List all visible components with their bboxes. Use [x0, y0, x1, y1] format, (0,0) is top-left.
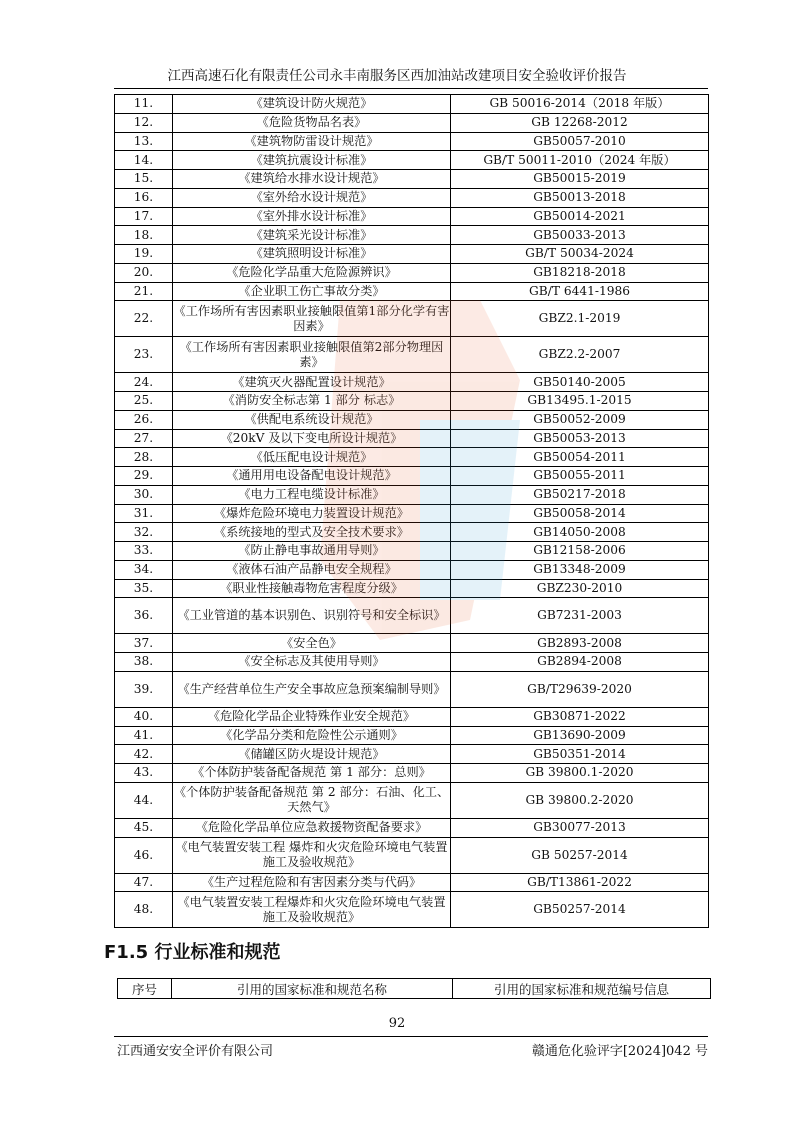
- row-standard-name: 《电气装置安装工程 爆炸和火灾危险环境电气装置施工及验收规范》: [173, 837, 451, 873]
- table-row: [115, 282, 709, 301]
- row-index: 45.: [115, 818, 173, 837]
- row-index: 15.: [115, 170, 173, 189]
- header-col-name: 引用的国家标准和规范名称: [172, 979, 453, 999]
- table-row: [115, 818, 709, 837]
- row-standard-code: GB18218-2018: [451, 263, 709, 282]
- row-standard-code: GB7231-2003: [451, 598, 709, 634]
- row-index: 21.: [115, 282, 173, 301]
- table-row: [115, 392, 709, 411]
- row-standard-code: GB 50257-2014: [451, 837, 709, 873]
- table-row: [115, 226, 709, 245]
- row-index: 16.: [115, 188, 173, 207]
- row-index: 39.: [115, 671, 173, 707]
- row-standard-name: 《建筑灭火器配置设计规范》: [173, 373, 451, 392]
- row-standard-name: 《储罐区防火堤设计规范》: [173, 745, 451, 764]
- row-standard-code: GB 12268-2012: [451, 113, 709, 132]
- header-col-code: 引用的国家标准和规范编号信息: [453, 979, 711, 999]
- row-standard-code: GB50033-2013: [451, 226, 709, 245]
- row-standard-name: 《20kV 及以下变电所设计规范》: [173, 429, 451, 448]
- row-standard-code: GB50055-2011: [451, 467, 709, 486]
- row-standard-code: GB50013-2018: [451, 188, 709, 207]
- row-index: 42.: [115, 745, 173, 764]
- row-standard-code: GB/T 50011-2010（2024 年版）: [451, 151, 709, 170]
- row-index: 37.: [115, 634, 173, 653]
- table-row: [115, 745, 709, 764]
- table-row: [115, 95, 709, 114]
- standards-table: [114, 94, 709, 928]
- row-standard-name: 《生产经营单位生产安全事故应急预案编制导则》: [173, 671, 451, 707]
- row-standard-code: GB50014-2021: [451, 207, 709, 226]
- row-standard-code: GB12158-2006: [451, 542, 709, 561]
- row-standard-name: 《工作场所有害因素职业接触限值第2部分物理因素》: [173, 337, 451, 373]
- table-row: [115, 410, 709, 429]
- table-row: [115, 188, 709, 207]
- row-index: 25.: [115, 392, 173, 411]
- row-standard-code: GB 50016-2014（2018 年版）: [451, 95, 709, 114]
- table-row: [115, 782, 709, 818]
- table-row: [115, 634, 709, 653]
- row-index: 32.: [115, 523, 173, 542]
- row-standard-name: 《建筑抗震设计标准》: [173, 151, 451, 170]
- table-row: [115, 485, 709, 504]
- table-row: [115, 598, 709, 634]
- table-row: [115, 726, 709, 745]
- row-standard-name: 《通用用电设备配电设计规范》: [173, 467, 451, 486]
- table-row: [115, 653, 709, 672]
- row-index: 27.: [115, 429, 173, 448]
- row-index: 29.: [115, 467, 173, 486]
- row-index: 14.: [115, 151, 173, 170]
- row-standard-code: GB/T13861-2022: [451, 873, 709, 892]
- row-standard-name: 《消防安全标志第 1 部分 标志》: [173, 392, 451, 411]
- table-row: [115, 245, 709, 264]
- row-standard-name: 《电力工程电缆设计标准》: [173, 485, 451, 504]
- table-row: [115, 560, 709, 579]
- row-standard-name: 《个体防护装备配备规范 第 2 部分：石油、化工、天然气》: [173, 782, 451, 818]
- row-standard-name: 《电气装置安装工程爆炸和火灾危险环境电气装置施工及验收规范》: [173, 892, 451, 928]
- row-index: 43.: [115, 764, 173, 783]
- row-standard-name: 《建筑采光设计标准》: [173, 226, 451, 245]
- footer-doc-number: 赣通危化验评字[2024]042 号: [531, 1044, 708, 1059]
- row-index: 44.: [115, 782, 173, 818]
- row-index: 34.: [115, 560, 173, 579]
- table-row: [115, 151, 709, 170]
- row-index: 33.: [115, 542, 173, 561]
- table-row: [115, 373, 709, 392]
- row-standard-name: 《危险化学品单位应急救援物资配备要求》: [173, 818, 451, 837]
- row-index: 47.: [115, 873, 173, 892]
- row-standard-code: GB13690-2009: [451, 726, 709, 745]
- footer-company: 江西通安安全评价有限公司: [117, 1044, 274, 1059]
- row-index: 31.: [115, 504, 173, 523]
- table-row: [115, 579, 709, 598]
- row-standard-code: GB13495.1-2015: [451, 392, 709, 411]
- row-standard-code: GB50351-2014: [451, 745, 709, 764]
- row-standard-name: 《室外排水设计标准》: [173, 207, 451, 226]
- row-index: 35.: [115, 579, 173, 598]
- row-standard-name: 《个体防护装备配备规范 第 1 部分：总则》: [173, 764, 451, 783]
- row-standard-code: GBZ2.1-2019: [451, 301, 709, 337]
- standards-table-body: [115, 95, 709, 928]
- table-header-row: [118, 979, 711, 999]
- row-index: 17.: [115, 207, 173, 226]
- table-row: [115, 337, 709, 373]
- row-standard-code: GB50054-2011: [451, 448, 709, 467]
- table-row: [115, 523, 709, 542]
- row-standard-code: GB 39800.1-2020: [451, 764, 709, 783]
- row-standard-name: 《供配电系统设计规范》: [173, 410, 451, 429]
- table-row: [115, 504, 709, 523]
- table-row: [115, 467, 709, 486]
- row-standard-code: GB/T 6441-1986: [451, 282, 709, 301]
- row-standard-name: 《工业管道的基本识别色、识别符号和安全标识》: [173, 598, 451, 634]
- row-index: 11.: [115, 95, 173, 114]
- section-heading: F1.5 行业标准和规范: [104, 942, 281, 963]
- row-standard-code: GB/T29639-2020: [451, 671, 709, 707]
- table-row: [115, 671, 709, 707]
- row-standard-code: GB2893-2008: [451, 634, 709, 653]
- row-standard-name: 《化学品分类和危险性公示通则》: [173, 726, 451, 745]
- row-standard-code: GBZ2.2-2007: [451, 337, 709, 373]
- table-row: [115, 892, 709, 928]
- row-standard-code: GB50015-2019: [451, 170, 709, 189]
- table-row: [115, 170, 709, 189]
- row-standard-code: GB30871-2022: [451, 707, 709, 726]
- row-standard-name: 《建筑给水排水设计规范》: [173, 170, 451, 189]
- industry-standards-table-header: [117, 978, 711, 999]
- row-standard-name: 《建筑物防雷设计规范》: [173, 132, 451, 151]
- row-standard-code: GB50257-2014: [451, 892, 709, 928]
- table-row: [115, 707, 709, 726]
- row-index: 40.: [115, 707, 173, 726]
- row-standard-name: 《生产过程危险和有害因素分类与代码》: [173, 873, 451, 892]
- row-standard-name: 《系统接地的型式及安全技术要求》: [173, 523, 451, 542]
- row-standard-code: GB50057-2010: [451, 132, 709, 151]
- header-col-index: 序号: [118, 979, 172, 999]
- row-standard-code: GB/T 50034-2024: [451, 245, 709, 264]
- row-index: 20.: [115, 263, 173, 282]
- table-row: [115, 207, 709, 226]
- row-index: 26.: [115, 410, 173, 429]
- row-index: 38.: [115, 653, 173, 672]
- table-row: [115, 448, 709, 467]
- row-index: 12.: [115, 113, 173, 132]
- table-row: [115, 263, 709, 282]
- row-index: 36.: [115, 598, 173, 634]
- row-index: 48.: [115, 892, 173, 928]
- row-standard-name: 《液体石油产品静电安全规程》: [173, 560, 451, 579]
- table-row: [115, 301, 709, 337]
- row-standard-name: 《安全色》: [173, 634, 451, 653]
- row-index: 46.: [115, 837, 173, 873]
- row-index: 28.: [115, 448, 173, 467]
- row-standard-name: 《建筑照明设计标准》: [173, 245, 451, 264]
- row-index: 41.: [115, 726, 173, 745]
- row-standard-code: GB50140-2005: [451, 373, 709, 392]
- page-number: 92: [388, 1016, 406, 1031]
- row-index: 13.: [115, 132, 173, 151]
- row-index: 22.: [115, 301, 173, 337]
- report-header-title: 江西高速石化有限责任公司永丰南服务区西加油站改建项目安全验收评价报告: [167, 68, 627, 84]
- table-row: [115, 132, 709, 151]
- row-standard-code: GB14050-2008: [451, 523, 709, 542]
- row-standard-code: GB50053-2013: [451, 429, 709, 448]
- table-row: [115, 764, 709, 783]
- row-standard-name: 《工作场所有害因素职业接触限值第1部分化学有害因素》: [173, 301, 451, 337]
- table-row: [115, 429, 709, 448]
- row-standard-name: 《职业性接触毒物危害程度分级》: [173, 579, 451, 598]
- row-standard-name: 《低压配电设计规范》: [173, 448, 451, 467]
- row-index: 24.: [115, 373, 173, 392]
- footer-rule: [114, 1036, 708, 1037]
- row-standard-name: 《安全标志及其使用导则》: [173, 653, 451, 672]
- row-standard-code: GB50217-2018: [451, 485, 709, 504]
- row-standard-code: GB50052-2009: [451, 410, 709, 429]
- row-standard-name: 《室外给水设计规范》: [173, 188, 451, 207]
- row-standard-name: 《危险货物品名表》: [173, 113, 451, 132]
- row-index: 23.: [115, 337, 173, 373]
- row-index: 18.: [115, 226, 173, 245]
- row-standard-name: 《爆炸危险环境电力装置设计规范》: [173, 504, 451, 523]
- row-standard-name: 《危险化学品重大危险源辨识》: [173, 263, 451, 282]
- table-row: [115, 542, 709, 561]
- row-standard-code: GB2894-2008: [451, 653, 709, 672]
- row-standard-name: 《企业职工伤亡事故分类》: [173, 282, 451, 301]
- row-index: 19.: [115, 245, 173, 264]
- table-row: [115, 873, 709, 892]
- table-row: [115, 837, 709, 873]
- row-standard-name: 《防止静电事故通用导则》: [173, 542, 451, 561]
- row-index: 30.: [115, 485, 173, 504]
- row-standard-code: GB 39800.2-2020: [451, 782, 709, 818]
- header-rule: [114, 88, 708, 89]
- row-standard-code: GB50058-2014: [451, 504, 709, 523]
- row-standard-code: GBZ230-2010: [451, 579, 709, 598]
- row-standard-code: GB13348-2009: [451, 560, 709, 579]
- row-standard-name: 《危险化学品企业特殊作业安全规范》: [173, 707, 451, 726]
- row-standard-code: GB30077-2013: [451, 818, 709, 837]
- row-standard-name: 《建筑设计防火规范》: [173, 95, 451, 114]
- table-row: [115, 113, 709, 132]
